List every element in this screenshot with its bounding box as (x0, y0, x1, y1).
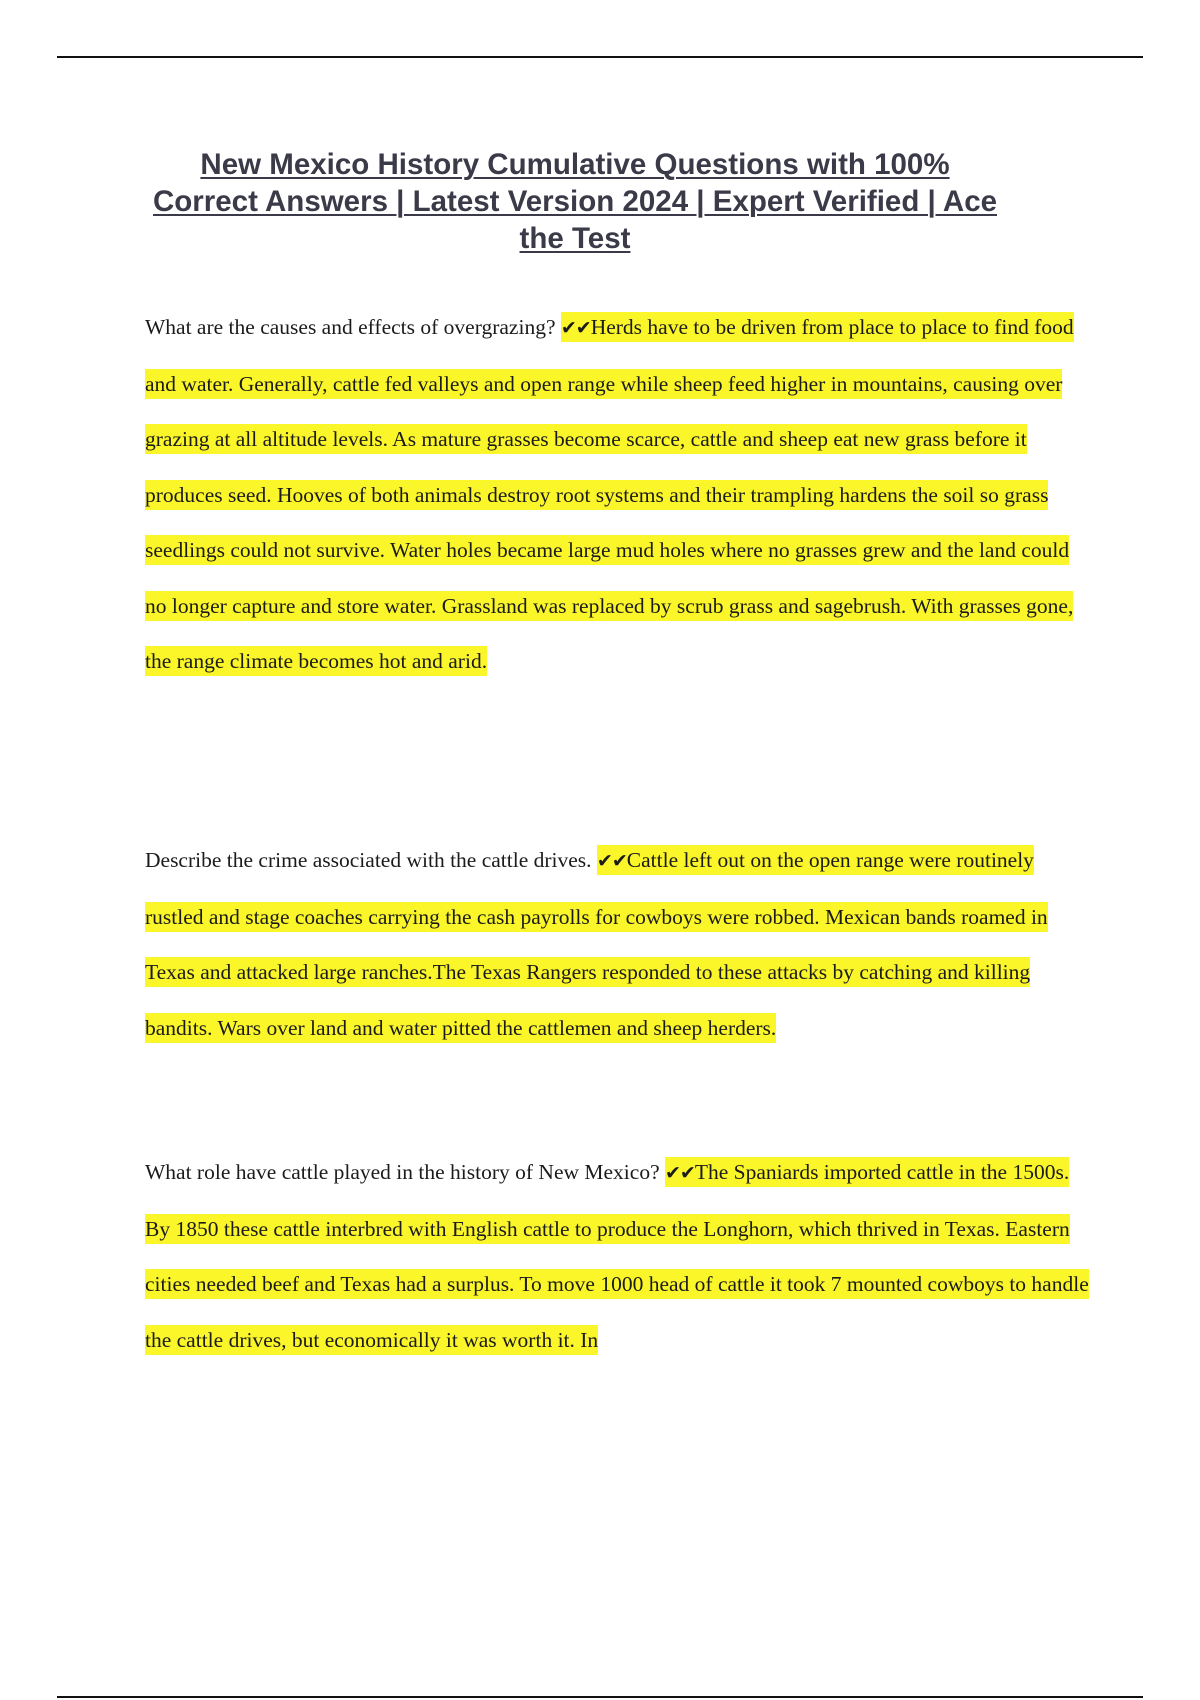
check-marks-icon: ✔✔ (560, 317, 591, 339)
answer-highlight (145, 845, 1048, 1043)
check-marks-icon: ✔✔ (665, 1162, 695, 1184)
answer-highlight (145, 312, 1074, 676)
qa-item (145, 1145, 1095, 1368)
question-text: Describe the crime associated with the cattle drives. (145, 848, 592, 872)
answer-highlight (145, 1157, 1089, 1355)
qa-item (145, 300, 1095, 690)
bottom-rule (57, 1696, 1143, 1698)
question-text: What role have cattle played in the history of New Mexico? (145, 1160, 660, 1184)
answer-text: The Spaniards imported cattle in the 1500s. By 1850 these cattle interbred with English cattle to produce the Longhorn, which thrived in Texas. Eastern cities needed beef and Texas had a surplus. To move 1000 head of cattle it took 7 mounted cowboys to handle the cattle drives, but economically it was worth it. In (145, 1160, 1089, 1352)
question-text: What are the causes and effects of overgrazing? (145, 315, 556, 339)
top-rule (57, 56, 1143, 58)
answer-text: Herds have to be driven from place to place to find food and water. Generally, cattle fed valleys and open range while sheep feed higher in mountains, causing over grazing at all altitude levels. As mature grasses become scarce, cattle and sheep eat new grass before it produces seed. Hooves of both animals destroy root systems and their trampling hardens the soil so grass seedlings could not survive. Water holes became large mud holes where no grasses grew and the land could no longer capture and store water. Grassland was replaced by scrub grass and sagebrush. With grasses gone, the range climate becomes hot and arid. (145, 315, 1074, 673)
document-title: New Mexico History Cumulative Questions with 100% Correct Answers | Latest Version 2024 | Expert Verified | Ace the Test (152, 148, 998, 255)
check-marks-icon: ✔✔ (596, 850, 627, 872)
qa-item (145, 833, 1095, 1056)
answer-text: Cattle left out on the open range were routinely rustled and stage coaches carrying the cash payrolls for cowboys were robbed. Mexican bands roamed in Texas and attacked large ranches.The Texas Rangers responded to these attacks by catching and killing bandits. Wars over land and water pitted the cattlemen and sheep herders. (145, 848, 1048, 1040)
